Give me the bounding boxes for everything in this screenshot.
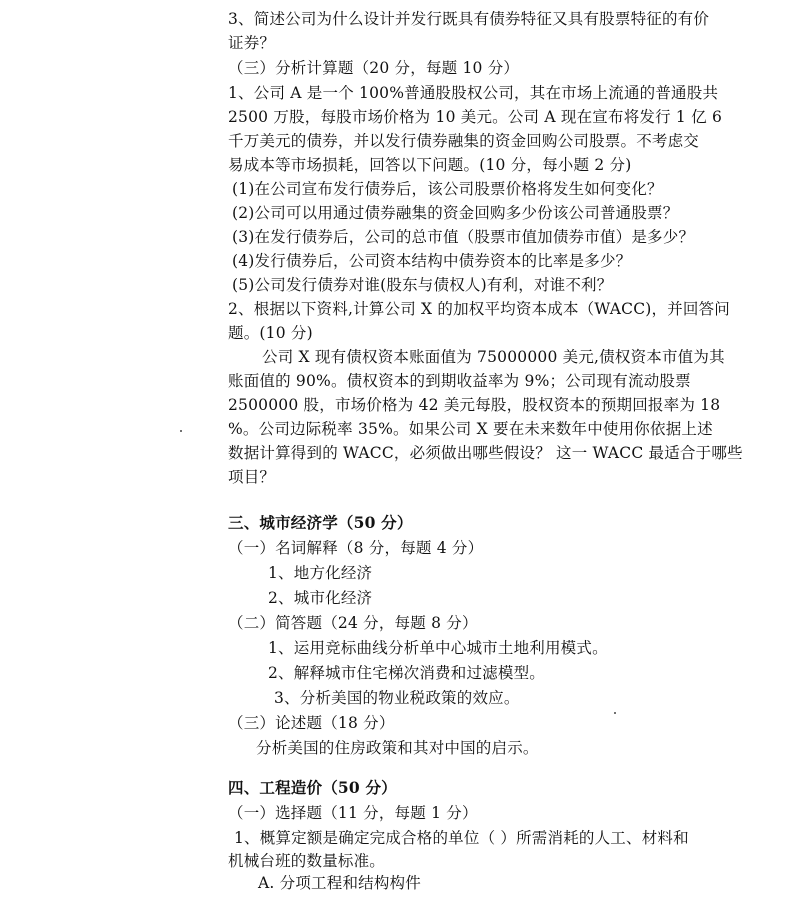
term-item-2: 2、城市化经济 xyxy=(268,589,373,607)
scan-speck xyxy=(180,430,182,432)
calc-q2-line-1: 2、根据以下资料,计算公司 X 的加权平均资本成本（WACC)，并回答问 xyxy=(228,300,730,318)
calc-q2-body-2: 账面值的 90%。债权资本的到期收益率为 9%；公司现有流动股票 xyxy=(228,372,691,390)
scan-speck xyxy=(614,712,616,714)
calc-q2-body-6: 项目？ xyxy=(228,468,276,486)
calc-q1-sub-3: (3)在发行债券后，公司的总市值（股票市值加债券市值）是多少？ xyxy=(232,228,695,246)
urban-economics-heading: 三、城市经济学（50 分） xyxy=(228,513,413,532)
calc-q1-line-3: 千万美元的债券，并以发行债券融集的资金回购公司股票。不考虑交 xyxy=(228,132,700,150)
short-answer-item-3: 3、分析美国的物业税政策的效应。 xyxy=(274,689,520,707)
calc-q2-body-3: 2500000 股，市场价格为 42 美元每股，股权资本的预期回报率为 18 xyxy=(228,396,721,414)
calc-q1-sub-4: (4)发行债券后，公司资本结构中债券资本的比率是多少？ xyxy=(232,252,632,270)
calc-q2-body-1: 公司 X 现有债权资本账面值为 75000000 美元,债权资本市值为其 xyxy=(262,348,725,366)
essay-heading: （三）论述题（18 分） xyxy=(228,714,395,732)
calc-q2-body-4: %。公司边际税率 35%。如果公司 X 要在未来数年中使用你依据上述 xyxy=(228,420,713,438)
choice-q1-line-2: 机械台班的数量标准。 xyxy=(228,852,386,870)
section-calc-heading: （三）分析计算题（20 分，每题 10 分） xyxy=(228,59,520,77)
calc-q1-line-4: 易成本等市场损耗，回答以下问题。(10 分，每小题 2 分) xyxy=(228,156,632,174)
q3-line-2: 证券？ xyxy=(228,34,276,52)
calc-q2-line-2: 题。(10 分) xyxy=(228,324,313,342)
calc-q1-sub-2: (2)公司可以用通过债券融集的资金回购多少份该公司普通股票？ xyxy=(232,204,679,222)
term-item-1: 1、地方化经济 xyxy=(268,564,373,582)
short-answer-item-1: 1、运用竞标曲线分析单中心城市土地利用模式。 xyxy=(268,639,608,657)
calc-q1-line-1: 1、公司 A 是一个 100%普通股股权公司，其在市场上流通的普通股共 xyxy=(228,84,719,102)
calc-q2-body-5: 数据计算得到的 WACC，必须做出哪些假设？ 这一 WACC 最适合于哪些 xyxy=(228,444,743,462)
essay-item: 分析美国的住房政策和其对中国的启示。 xyxy=(256,739,539,757)
short-answer-heading: （二）简答题（24 分，每题 8 分） xyxy=(228,614,478,632)
choice-q1-line-1: 1、概算定额是确定完成合格的单位（ ）所需消耗的人工、材料和 xyxy=(234,829,689,847)
engineering-cost-heading: 四、工程造价（50 分） xyxy=(228,778,397,797)
terms-heading: （一）名词解释（8 分，每题 4 分） xyxy=(228,539,484,557)
short-answer-item-2: 2、解释城市住宅梯次消费和过滤模型。 xyxy=(268,664,545,682)
calc-q1-line-2: 2500 万股，每股市场价格为 10 美元。公司 A 现在宣布将发行 1 亿 6 xyxy=(228,108,723,126)
calc-q1-sub-5: (5)公司发行债券对谁(股东与债权人)有利，对谁不利？ xyxy=(232,276,613,294)
q3-line-1: 3、简述公司为什么设计并发行既具有债券特征又具有股票特征的有价 xyxy=(228,10,710,28)
choice-heading: （一）选择题（11 分，每题 1 分） xyxy=(228,804,478,822)
calc-q1-sub-1: (1)在公司宣布发行债券后，该公司股票价格将发生如何变化？ xyxy=(232,180,663,198)
choice-option-a: A. 分项工程和结构构件 xyxy=(258,874,421,892)
